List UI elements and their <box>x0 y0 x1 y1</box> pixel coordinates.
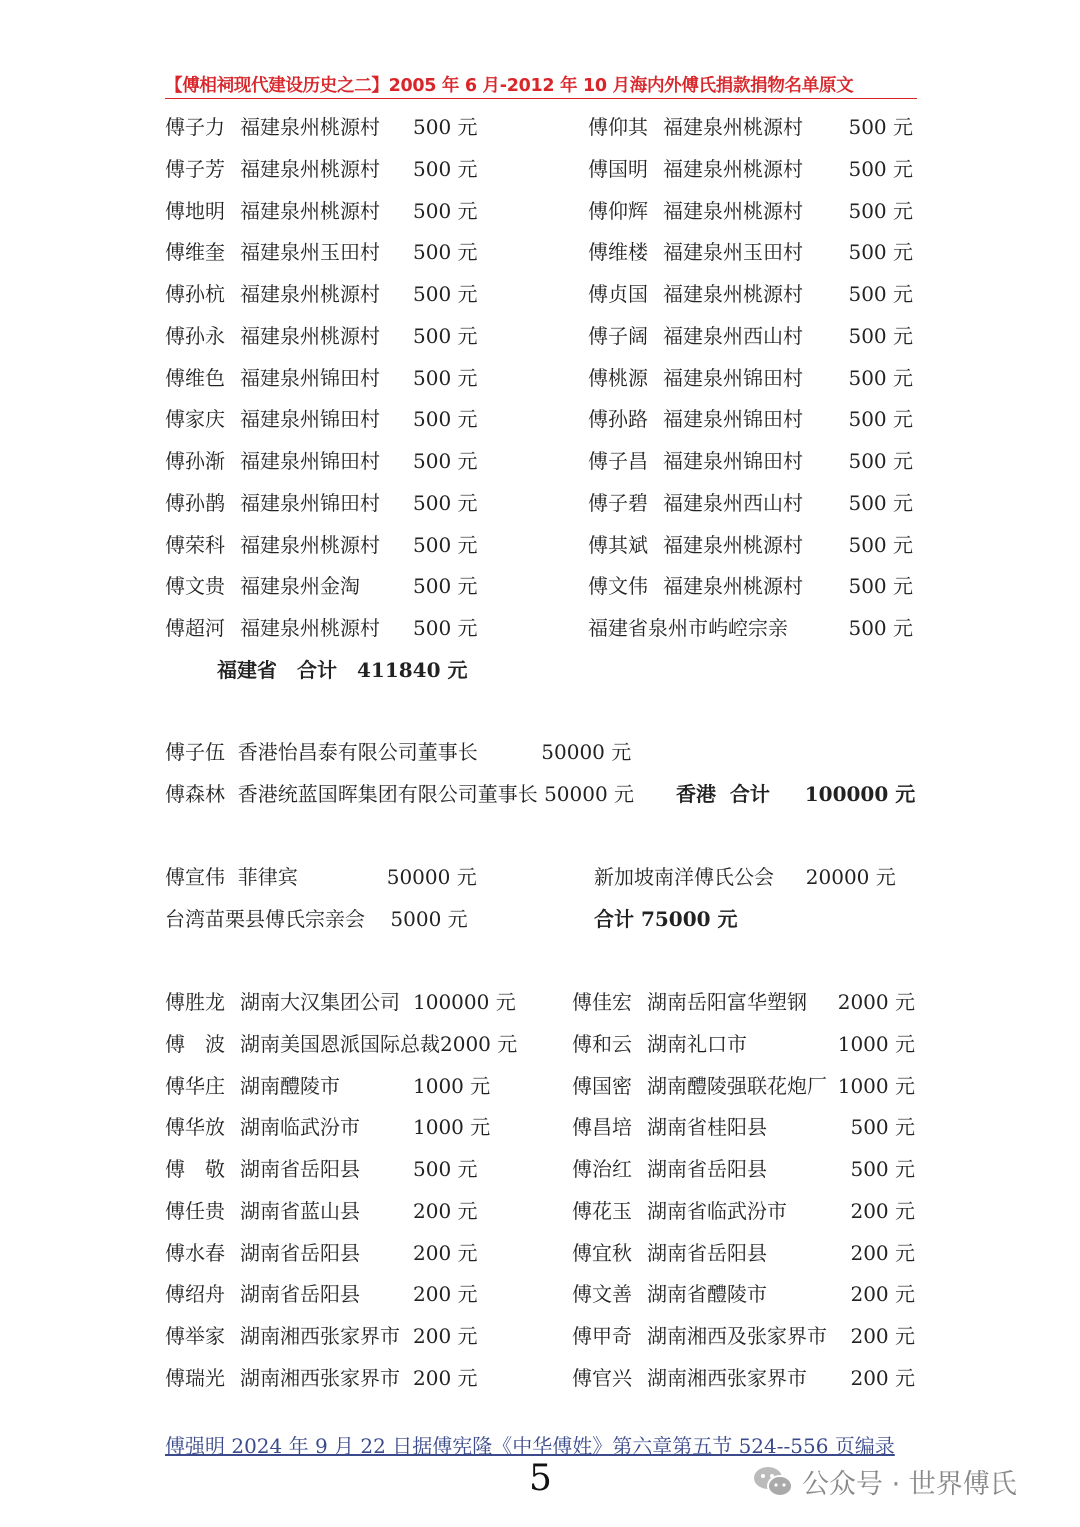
donor-entry <box>165 1029 517 1059</box>
donor-location: 福建省泉州市屿崆宗亲 <box>588 616 788 640</box>
donor-name: 傅子力 <box>165 115 225 139</box>
list-row <box>0 1029 1080 1059</box>
donation-amount: 1000 元 <box>413 1073 491 1098</box>
donor-entry <box>165 571 478 601</box>
donor-location: 湖南省岳阳县 <box>647 1157 767 1181</box>
donor-location: 福建泉州桃源村 <box>240 532 380 557</box>
donor-location: 福建泉州锦田村 <box>240 407 380 432</box>
donor-name: 傅任贵 <box>165 1198 225 1223</box>
donation-amount: 500 元 <box>848 449 913 473</box>
donor-location: 湖南省岳阳县 <box>240 1282 360 1307</box>
document-title: 【傅相祠现代建设历史之二】2005 年 6 月-2012 年 10 月海内外傅氏捐款捐物名单原文 <box>165 74 917 99</box>
donor-location: 福建泉州金淘 <box>240 574 360 599</box>
donation-amount: 500 元 <box>413 240 478 265</box>
list-row <box>0 987 1080 1017</box>
donor-entry <box>165 1279 478 1309</box>
donor-location: 湖南省岳阳县 <box>240 1157 360 1181</box>
donor-name: 傅举家 <box>165 1324 225 1348</box>
donation-amount: 500 元 <box>848 323 913 348</box>
donation-amount: 200 元 <box>413 1282 478 1307</box>
donor-location: 福建泉州锦田村 <box>663 365 803 390</box>
donation-amount: 500 元 <box>850 1157 915 1181</box>
donation-amount: 500 元 <box>413 365 478 390</box>
donor-entry <box>572 1029 915 1059</box>
donor-location: 湖南湘西及张家界市 <box>647 1324 827 1348</box>
section-total-fujian: 福建省 合计 411840 元 <box>217 657 468 682</box>
donor-location: 湖南醴陵强联花炮厂 <box>647 1073 827 1098</box>
donation-amount: 500 元 <box>413 616 478 640</box>
donor-entry <box>165 279 478 309</box>
donor-location: 湖南省临武汾市 <box>647 1198 787 1223</box>
donor-name: 傅超河 <box>165 616 225 640</box>
donation-amount: 200 元 <box>850 1240 915 1265</box>
list-row <box>0 1154 1080 1184</box>
donation-amount: 500 元 <box>413 407 478 432</box>
donor-name: 傅孙鹊 <box>165 490 225 515</box>
donor-location: 福建泉州桃源村 <box>663 198 803 223</box>
list-row <box>0 1071 1080 1101</box>
list-row <box>0 446 1080 476</box>
list-row <box>0 321 1080 351</box>
donor-entry <box>165 613 478 643</box>
donor-entry <box>588 530 913 560</box>
list-row <box>0 196 1080 226</box>
donor-name: 傅荣科 <box>165 532 225 557</box>
donation-amount: 200 元 <box>850 1324 915 1348</box>
donor-location: 湖南湘西张家界市 <box>240 1324 400 1348</box>
donor-name: 傅孙渐 <box>165 449 225 473</box>
donor-name: 傅其斌 <box>588 532 648 557</box>
donor-name: 傅胜龙 <box>165 990 225 1014</box>
list-row <box>0 1112 1080 1142</box>
donation-amount: 100000 元 <box>413 990 516 1014</box>
donor-location: 湖南礼口市 <box>647 1031 747 1056</box>
donor-location: 湖南省醴陵市 <box>647 1282 767 1307</box>
donor-entry <box>588 404 913 434</box>
donor-entry <box>165 196 478 226</box>
donor-entry <box>572 1154 915 1184</box>
donor-location: 湖南省岳阳县 <box>240 1240 360 1265</box>
donor-entry <box>588 196 913 226</box>
donor-location: 福建泉州桃源村 <box>663 115 803 139</box>
donor-location: 福建泉州桃源村 <box>663 282 803 306</box>
donation-amount: 500 元 <box>848 156 913 181</box>
donor-name: 傅仰辉 <box>588 198 648 223</box>
donor-name: 傅 敬 <box>165 1157 225 1181</box>
donor-entry <box>572 1363 915 1393</box>
donor-name: 傅和云 <box>572 1031 632 1056</box>
donor-entry <box>588 279 913 309</box>
donor-entry <box>588 488 913 518</box>
watermark <box>752 1462 1017 1501</box>
donor-name: 傅文伟 <box>588 574 648 599</box>
list-row <box>0 488 1080 518</box>
watermark-text: 公众号 · 世界傅氏 <box>802 1469 1017 1500</box>
donor-name: 傅水春 <box>165 1240 225 1265</box>
donation-amount: 500 元 <box>848 240 913 265</box>
list-row <box>0 530 1080 560</box>
donor-name: 傅孙永 <box>165 323 225 348</box>
donor-entry <box>165 488 478 518</box>
donor-entry <box>572 1279 915 1309</box>
page-number: 5 <box>529 1458 552 1499</box>
section-total-hk: 香港 合计 100000 元 <box>676 781 916 806</box>
donor-entry <box>588 154 913 184</box>
donor-name: 傅子昌 <box>588 449 648 473</box>
donation-amount: 500 元 <box>848 490 913 515</box>
donor-location: 福建泉州桃源村 <box>240 616 380 640</box>
donation-amount: 500 元 <box>413 115 478 139</box>
donation-amount: 500 元 <box>848 365 913 390</box>
donation-amount: 500 元 <box>848 574 913 599</box>
list-row <box>0 404 1080 434</box>
donor-name: 傅家庆 <box>165 407 225 432</box>
donor-location: 福建泉州锦田村 <box>663 407 803 432</box>
donation-amount: 200 元 <box>413 1324 478 1348</box>
donor-entry <box>588 237 913 267</box>
donor-location: 湖南岳阳富华塑钢 <box>647 990 807 1014</box>
donor-entry: 新加坡南洋傅氏公会 20000 元 <box>594 865 896 889</box>
donor-entry <box>165 1238 478 1268</box>
donation-amount: 200 元 <box>413 1240 478 1265</box>
donation-amount: 500 元 <box>848 407 913 432</box>
donor-entry: 傅森林 香港统蓝国晖集团有限公司董事长 50000 元 <box>165 781 635 806</box>
list-row <box>0 237 1080 267</box>
donor-location: 湖南湘西张家界市 <box>647 1365 807 1390</box>
list-row <box>0 279 1080 309</box>
donor-entry <box>165 1196 478 1226</box>
donor-location: 湖南醴陵市 <box>240 1073 340 1098</box>
donor-location: 湖南临武汾市 <box>240 1115 360 1140</box>
donor-name: 傅孙杭 <box>165 282 225 306</box>
donation-amount: 200 元 <box>413 1198 478 1223</box>
donor-location: 福建泉州桃源村 <box>663 574 803 599</box>
donor-location: 福建泉州玉田村 <box>240 240 380 265</box>
donor-entry <box>588 321 913 351</box>
donor-name: 傅昌培 <box>572 1115 632 1140</box>
donor-entry <box>588 363 913 393</box>
donor-name: 傅花玉 <box>572 1198 632 1223</box>
donor-location: 福建泉州锦田村 <box>240 365 380 390</box>
list-row <box>0 1196 1080 1226</box>
donor-name: 傅 波 <box>165 1031 225 1056</box>
donation-amount: 500 元 <box>413 532 478 557</box>
donor-entry <box>165 363 478 393</box>
list-row <box>0 571 1080 601</box>
donor-location: 福建泉州西山村 <box>663 323 803 348</box>
list-row <box>0 613 1080 643</box>
donor-name: 傅华放 <box>165 1115 225 1140</box>
section-total-overseas: 合计 75000 元 <box>594 906 738 931</box>
donor-location: 湖南省蓝山县 <box>240 1198 360 1223</box>
donor-entry <box>165 237 478 267</box>
donation-amount: 1000 元 <box>413 1115 491 1140</box>
donor-location: 福建泉州桃源村 <box>240 156 380 181</box>
donation-amount: 200 元 <box>413 1365 478 1390</box>
donor-location: 福建泉州西山村 <box>663 490 803 515</box>
donor-name: 傅仰其 <box>588 115 648 139</box>
donor-name: 傅子碧 <box>588 490 648 515</box>
donor-entry <box>572 1071 915 1101</box>
list-row <box>0 862 1080 892</box>
list-row <box>0 737 1080 767</box>
donor-name: 傅官兴 <box>572 1365 632 1390</box>
donor-location: 湖南省岳阳县 <box>647 1240 767 1265</box>
donation-amount: 500 元 <box>848 115 913 139</box>
wechat-icon <box>752 1464 794 1500</box>
donor-name: 傅地明 <box>165 198 225 223</box>
donation-amount: 1000 元 <box>837 1031 915 1056</box>
donation-amount: 500 元 <box>850 1115 915 1140</box>
list-row <box>0 655 1080 685</box>
donor-name: 傅维楼 <box>588 240 648 265</box>
donor-location: 湖南大汉集团公司 <box>240 990 400 1014</box>
donation-amount: 2000 元 <box>440 1031 518 1056</box>
donation-amount: 500 元 <box>413 198 478 223</box>
donor-entry <box>588 446 913 476</box>
donation-amount: 500 元 <box>413 574 478 599</box>
list-row <box>0 1279 1080 1309</box>
list-row <box>0 1321 1080 1351</box>
donation-amount: 500 元 <box>848 198 913 223</box>
donor-entry <box>572 1196 915 1226</box>
donor-entry <box>572 1238 915 1268</box>
donor-name: 傅维色 <box>165 365 225 390</box>
donor-name: 傅桃源 <box>588 365 648 390</box>
donor-name: 傅贞国 <box>588 282 648 306</box>
donor-name: 傅文贵 <box>165 574 225 599</box>
donor-location: 福建泉州锦田村 <box>240 490 380 515</box>
donor-entry <box>165 1363 478 1393</box>
donation-amount: 500 元 <box>848 532 913 557</box>
donor-location: 福建泉州锦田村 <box>240 449 380 473</box>
donor-name: 傅佳宏 <box>572 990 632 1014</box>
donor-entry <box>165 1071 490 1101</box>
donor-entry <box>165 987 516 1017</box>
donor-entry <box>165 321 478 351</box>
donor-name: 傅绍舟 <box>165 1282 225 1307</box>
donation-amount: 200 元 <box>850 1282 915 1307</box>
donor-location: 福建泉州玉田村 <box>663 240 803 265</box>
donation-amount: 1000 元 <box>837 1073 915 1098</box>
donor-entry <box>165 1154 478 1184</box>
donor-location: 湖南省桂阳县 <box>647 1115 767 1140</box>
donor-name: 傅华庄 <box>165 1073 225 1098</box>
donor-entry <box>572 1321 915 1351</box>
list-row <box>0 904 1080 934</box>
list-row <box>0 1238 1080 1268</box>
list-row <box>0 779 1080 809</box>
donor-entry <box>165 112 478 142</box>
donor-name: 傅瑞光 <box>165 1365 225 1390</box>
donation-amount: 500 元 <box>848 616 913 640</box>
donor-name: 傅国明 <box>588 156 648 181</box>
donation-amount: 200 元 <box>850 1365 915 1390</box>
list-row <box>0 1363 1080 1393</box>
list-row <box>0 154 1080 184</box>
donor-entry <box>588 613 913 643</box>
donor-location: 福建泉州桃源村 <box>240 282 380 306</box>
donor-entry <box>165 154 478 184</box>
donor-location: 福建泉州桃源村 <box>240 198 380 223</box>
donor-name: 傅子阔 <box>588 323 648 348</box>
donation-amount: 200 元 <box>850 1198 915 1223</box>
donor-location: 福建泉州桃源村 <box>240 115 380 139</box>
donor-entry <box>165 530 478 560</box>
donor-entry <box>165 1321 478 1351</box>
donor-entry: 傅子伍 香港怡昌泰有限公司董事长 50000 元 <box>165 740 632 764</box>
donor-entry <box>165 446 478 476</box>
donor-name: 傅宜秋 <box>572 1240 632 1265</box>
donor-entry: 傅宣伟 菲律宾 50000 元 <box>165 865 477 889</box>
donor-entry: 台湾苗栗县傅氏宗亲会 5000 元 <box>165 906 468 931</box>
list-row <box>0 112 1080 142</box>
source-note[interactable]: 傅强明 2024 年 9 月 22 日据傅宪隆《中华傅姓》第六章第五节 524--556 页编录 <box>165 1434 895 1458</box>
donation-amount: 500 元 <box>413 156 478 181</box>
donor-name: 傅治红 <box>572 1157 632 1181</box>
donation-amount: 500 元 <box>413 490 478 515</box>
donor-location: 福建泉州桃源村 <box>663 532 803 557</box>
list-row <box>0 363 1080 393</box>
donor-entry <box>165 404 478 434</box>
donation-amount: 2000 元 <box>837 990 915 1014</box>
donor-name: 傅子芳 <box>165 156 225 181</box>
donor-entry <box>572 1112 915 1142</box>
donor-entry <box>165 1112 490 1142</box>
donor-name: 傅文善 <box>572 1282 632 1307</box>
donor-location: 湖南湘西张家界市 <box>240 1365 400 1390</box>
donation-amount: 500 元 <box>413 323 478 348</box>
donor-name: 傅国密 <box>572 1073 632 1098</box>
donor-name: 傅孙路 <box>588 407 648 432</box>
donor-entry <box>588 112 913 142</box>
donation-amount: 500 元 <box>413 282 478 306</box>
donation-amount: 500 元 <box>413 1157 478 1181</box>
donor-entry <box>588 571 913 601</box>
donor-name: 傅维奎 <box>165 240 225 265</box>
donor-location: 福建泉州桃源村 <box>240 323 380 348</box>
donor-location: 福建泉州锦田村 <box>663 449 803 473</box>
donation-amount: 500 元 <box>848 282 913 306</box>
donor-location: 湖南美国恩派国际总裁 <box>240 1031 440 1056</box>
donor-entry <box>572 987 915 1017</box>
donation-amount: 500 元 <box>413 449 478 473</box>
donor-location: 福建泉州桃源村 <box>663 156 803 181</box>
donor-name: 傅甲奇 <box>572 1324 632 1348</box>
